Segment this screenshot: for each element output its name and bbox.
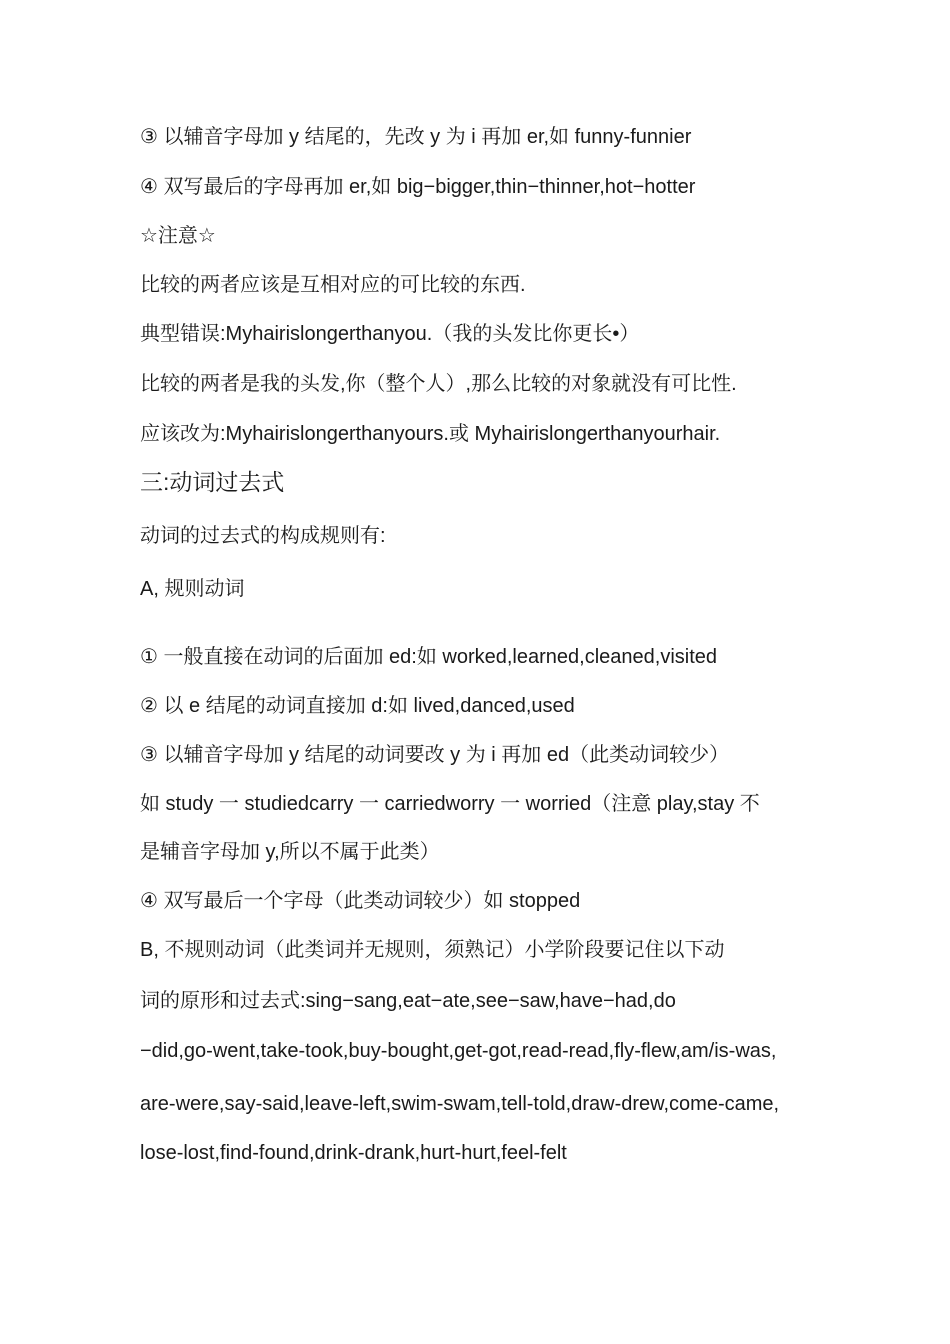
subheading-regular-verbs: A, 规则动词 bbox=[140, 578, 245, 600]
text-line-regular-rule-3: ③ 以辅音字母加 y 结尾的动词要改 y 为 i 再加 ed（此类动词较少） bbox=[140, 744, 730, 766]
section-heading-past-tense: 三:动词过去式 bbox=[140, 469, 285, 495]
text-line-typical-error: 典型错误:Myhairislongerthanyou.（我的头发比你更长•） bbox=[140, 323, 640, 345]
text-line-note-heading: ☆注意☆ bbox=[140, 225, 216, 247]
text-line-irregular-list-1: 词的原形和过去式:sing−sang,eat−ate,see−saw,have−had,do bbox=[140, 990, 676, 1012]
text-line-irregular-list-4: lose-lost,find-found,drink-drank,hurt-hurt,feel-felt bbox=[140, 1142, 567, 1164]
text-line-regular-rule-1: ① 一般直接在动词的后面加 ed:如 worked,learned,cleaned,visited bbox=[140, 646, 718, 668]
text-line-note-body: 比较的两者应该是互相对应的可比较的东西. bbox=[140, 274, 526, 296]
text-line-past-tense-intro: 动词的过去式的构成规则有: bbox=[140, 525, 386, 547]
text-line-regular-rule-3-note: 是辅音字母加 y,所以不属于此类） bbox=[140, 841, 440, 863]
text-line-irregular-list-3: are-were,say-said,leave-left,swim-swam,tell-told,draw-drew,come-came, bbox=[140, 1093, 780, 1115]
text-line-regular-rule-4: ④ 双写最后一个字母（此类动词较少）如 stopped bbox=[140, 890, 581, 912]
subheading-irregular-verbs: B, 不规则动词（此类词并无规则，须熟记）小学阶段要记住以下动 bbox=[140, 939, 725, 961]
text-line-correction: 应该改为:Myhairislongerthanyours.或 Myhairislongerthanyourhair. bbox=[140, 423, 721, 445]
text-line-error-explanation: 比较的两者是我的头发,你（整个人）,那么比较的对象就没有可比性. bbox=[140, 373, 737, 395]
text-line-regular-rule-2: ② 以 e 结尾的动词直接加 d:如 lived,danced,used bbox=[140, 695, 575, 717]
text-line-rule-4-comparative: ④ 双写最后的字母再加 er,如 big−bigger,thin−thinner,hot−hotter bbox=[140, 176, 696, 198]
text-line-regular-rule-3-examples: 如 study 一 studiedcarry 一 carriedworry 一 worried（注意 play,stay 不 bbox=[140, 793, 760, 815]
text-line-rule-3-comparative: ③ 以辅音字母加 y 结尾的，先改 y 为 i 再加 er,如 funny-funnier bbox=[140, 126, 692, 148]
text-line-irregular-list-2: −did,go-went,take-took,buy-bought,get-got,read-read,fly-flew,am/is-was, bbox=[140, 1040, 777, 1062]
